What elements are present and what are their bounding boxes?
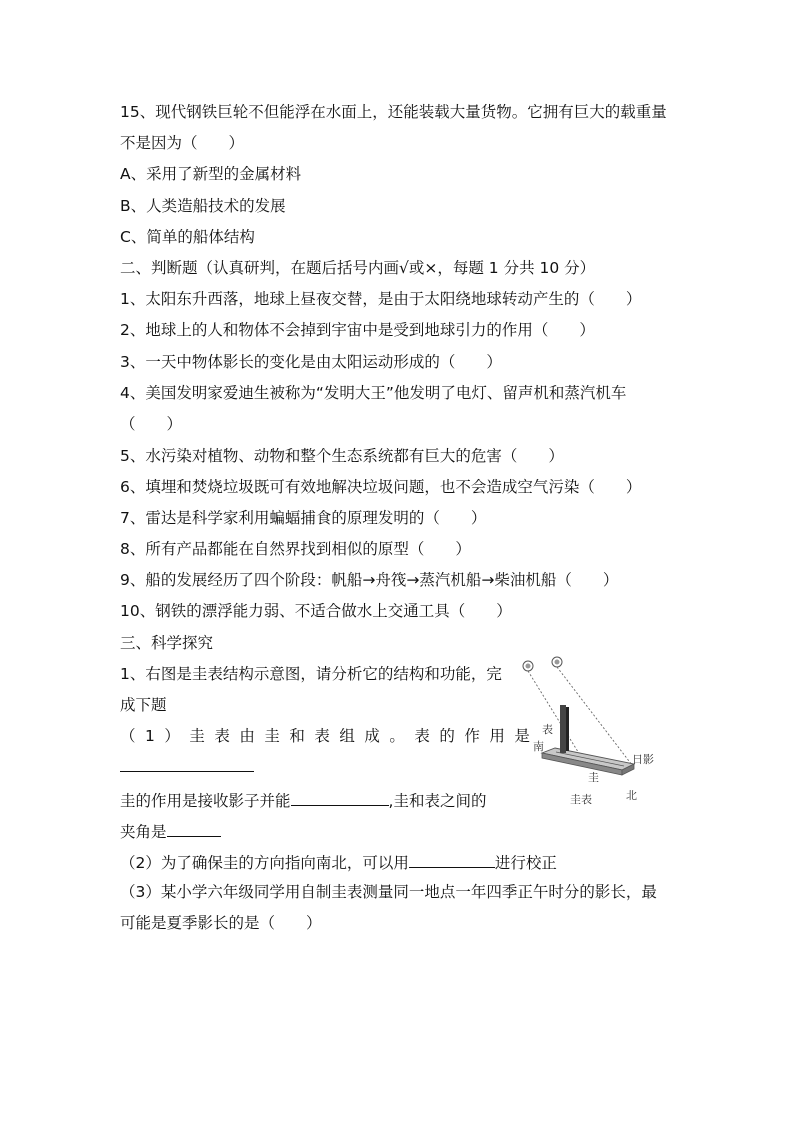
- answer-blank-1-line: [120, 755, 254, 777]
- answer-blank-2[interactable]: [291, 789, 389, 806]
- sub2-text-post: 进行校正: [494, 854, 557, 872]
- q15-option-b: B、人类造船技术的发展: [120, 197, 286, 215]
- judge-item-3: 3、一天中物体影长的变化是由太阳运动形成的（ ）: [120, 353, 502, 371]
- biao-post: [560, 705, 569, 753]
- label-riying: 日影: [632, 753, 654, 766]
- judge-item-10: 10、钢铁的漂浮能力弱、不适合做水上交通工具（ ）: [120, 602, 512, 620]
- label-nan: 南: [533, 740, 544, 753]
- judge-item-1: 1、太阳东升西落，地球上昼夜交替，是由于太阳绕地球转动产生的（ ）: [120, 290, 642, 308]
- judge-item-4-bracket: （ ）: [120, 415, 183, 433]
- inquiry-sub1b: [120, 789, 486, 811]
- judge-item-8: 8、所有产品都能在自然界找到相似的原型（ ）: [120, 540, 471, 558]
- inquiry-q1-line-2: 成下题: [120, 696, 167, 714]
- q15-option-c: C、简单的船体结构: [120, 228, 255, 246]
- inquiry-sub3-line-2: 可能是夏季影长的是（ ）: [120, 914, 322, 932]
- inquiry-q1-line-1: 1、右图是圭表结构示意图，请分析它的结构和功能，完: [120, 665, 502, 683]
- label-guibiao: 圭表: [570, 793, 592, 806]
- judge-item-9: 9、船的发展经历了四个阶段：帆船→舟筏→蒸汽机船→柴油机船（ ）: [120, 571, 619, 589]
- q15-line-2: 不是因为（ ）: [120, 134, 245, 152]
- judge-heading: 二、判断题（认真研判，在题后括号内画√或×，每题 1 分共 10 分）: [120, 259, 596, 277]
- sun-high-icon: [552, 657, 562, 667]
- inquiry-sub1: （1）圭表由圭和表组成。表的作用是: [120, 727, 540, 745]
- sun-low-icon: [523, 661, 533, 671]
- judge-item-4: 4、美国发明家爱迪生被称为“发明大王”他发明了电灯、留声机和蒸汽机车: [120, 384, 627, 402]
- q15-line-1: 15、现代钢铁巨轮不但能浮在水面上，还能装载大量货物。它拥有巨大的载重量: [120, 103, 667, 121]
- judge-item-2: 2、地球上的人和物体不会掉到宇宙中是受到地球引力的作用（ ）: [120, 321, 595, 339]
- sub1b-text-post: ,圭和表之间的: [388, 792, 487, 810]
- guibiao-diagram: [520, 645, 660, 815]
- judge-item-7: 7、雷达是科学家利用蝙蝠捕食的原理发明的（ ）: [120, 509, 487, 527]
- label-gui: 圭: [588, 771, 599, 784]
- sub1c-text: 夹角是: [120, 823, 167, 841]
- inquiry-heading: 三、科学探究: [120, 634, 214, 652]
- answer-blank-4[interactable]: [409, 851, 495, 868]
- sub1b-text-pre: 圭的作用是接收影子并能: [120, 792, 291, 810]
- inquiry-sub2: [120, 851, 557, 873]
- inquiry-sub1c: [120, 820, 221, 842]
- judge-item-6: 6、填埋和焚烧垃圾既可有效地解决垃圾问题，也不会造成空气污染（ ）: [120, 478, 642, 496]
- label-bei: 北: [626, 789, 637, 802]
- label-biao: 表: [542, 723, 553, 736]
- inquiry-sub3-line-1: （3）某小学六年级同学用自制圭表测量同一地点一年四季正午时分的影长，最: [120, 883, 657, 901]
- answer-blank-3[interactable]: [167, 820, 221, 837]
- answer-blank-1[interactable]: [120, 755, 254, 772]
- sub2-text-pre: （2）为了确保圭的方向指向南北，可以用: [120, 854, 409, 872]
- q15-option-a: A、采用了新型的金属材料: [120, 165, 302, 183]
- judge-item-5: 5、水污染对植物、动物和整个生态系统都有巨大的危害（ ）: [120, 447, 564, 465]
